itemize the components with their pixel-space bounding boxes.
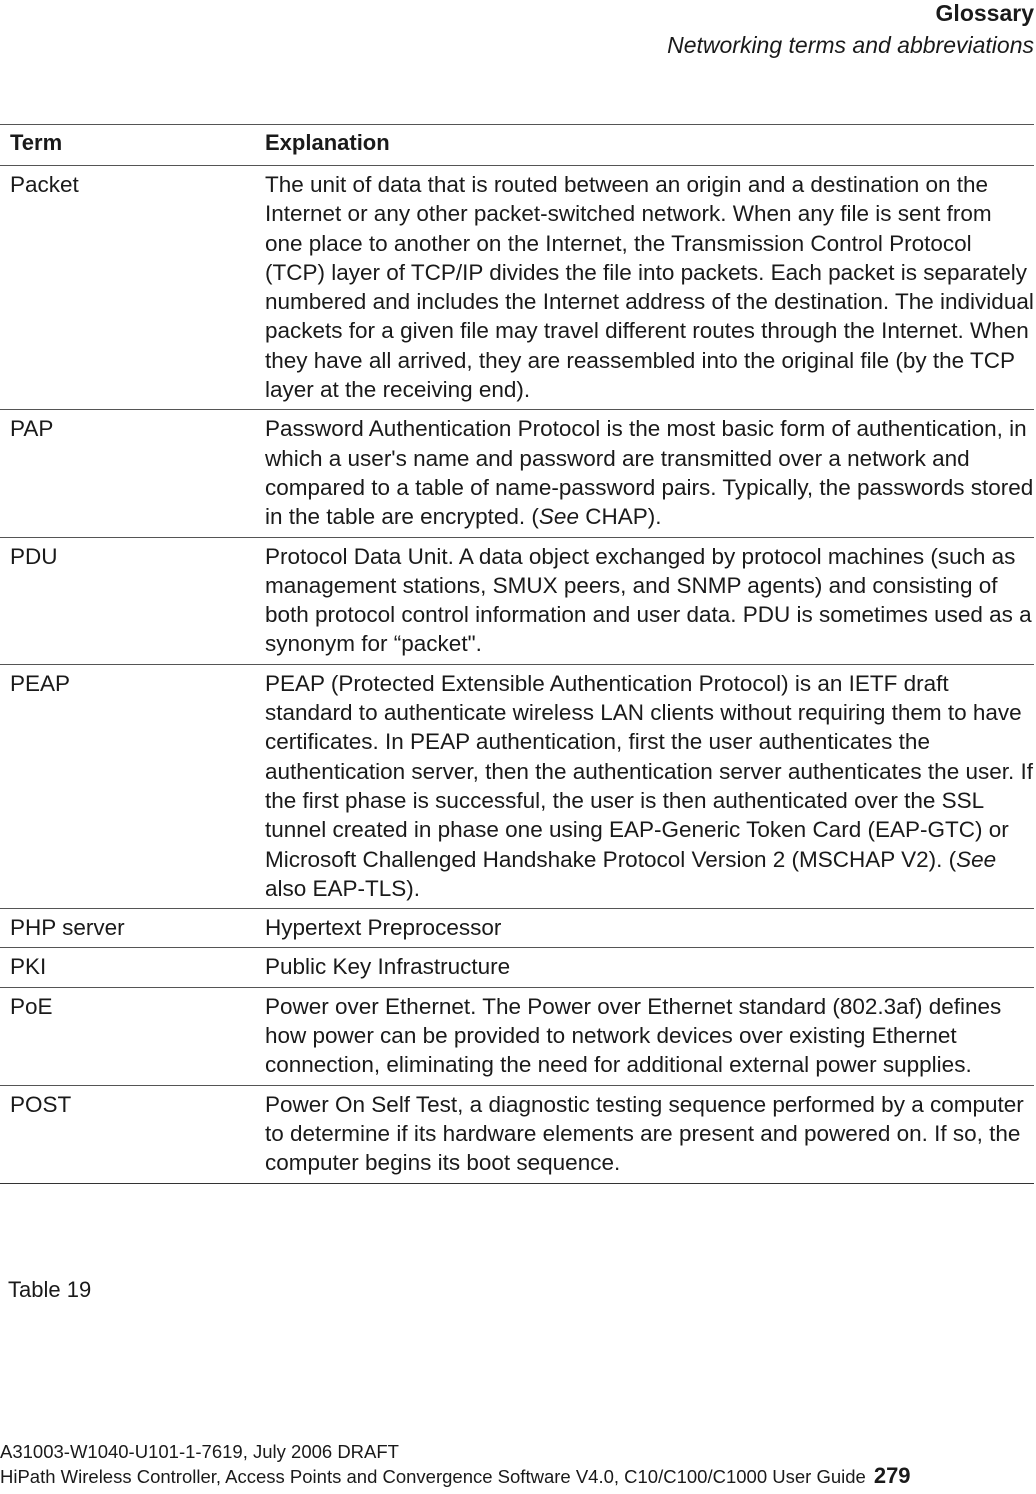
- explanation-cell: [265, 987, 1034, 1085]
- explanation-emphasis: See: [956, 846, 997, 872]
- column-header-explanation: Explanation: [265, 125, 1034, 166]
- explanation-cell: [265, 537, 1034, 664]
- term-cell: POST: [0, 1085, 265, 1183]
- footer-doc-id: A31003-W1040-U101-1-7619, July 2006 DRAFT: [0, 1441, 399, 1462]
- footer-product: HiPath Wireless Controller, Access Points and Convergence Software V4.0, C10/C100/C1000 User Guide: [0, 1466, 866, 1487]
- term-cell: PKI: [0, 948, 265, 987]
- explanation-text: Hypertext Preprocessor: [265, 915, 502, 941]
- explanation-cell: [265, 166, 1034, 410]
- table-row: [0, 1085, 1034, 1183]
- explanation-text: Protocol Data Unit. A data object exchanged by protocol machines (such as management stations, SMUX peers, and SNMP agents) and consisting of both protocol control information and user data. PDU is sometimes used as a synonym for “packet".: [265, 543, 1032, 657]
- table-header-row: [0, 125, 1034, 166]
- table-row: [0, 987, 1034, 1085]
- table-caption: Table 19: [8, 1277, 92, 1302]
- section-title: Glossary: [935, 0, 1034, 26]
- explanation-cell: [265, 664, 1034, 908]
- explanation-text: Password Authentication Protocol is the most basic form of authentication, in which a user's name and password are transmitted over a network and compared to a table of name-password pairs. Typically, the passwords stored in the table are encrypted. (: [265, 416, 1034, 530]
- term-cell: Packet: [0, 166, 265, 410]
- explanation-text-continued: CHAP).: [578, 504, 662, 530]
- table-row: [0, 948, 1034, 987]
- section-subtitle: Networking terms and abbreviations: [667, 32, 1034, 58]
- term-cell: PEAP: [0, 664, 265, 908]
- explanation-text: Public Key Infrastructure: [265, 954, 511, 980]
- page-header: [667, 0, 1034, 58]
- table-row: [0, 664, 1034, 908]
- explanation-cell: [265, 948, 1034, 987]
- explanation-emphasis: See: [538, 504, 579, 530]
- explanation-cell: [265, 410, 1034, 537]
- explanation-text-continued: also EAP-TLS).: [265, 875, 421, 901]
- term-cell: PoE: [0, 987, 265, 1085]
- table-row: [0, 410, 1034, 537]
- explanation-cell: [265, 1085, 1034, 1183]
- glossary-table-body: [0, 166, 1034, 1184]
- footer-product-line: [0, 1464, 1034, 1489]
- term-cell: PAP: [0, 410, 265, 537]
- explanation-text: Power On Self Test, a diagnostic testing sequence performed by a computer to determine if its hardware elements are present and powered on. If so, the computer begins its boot sequence.: [265, 1091, 1024, 1176]
- explanation-cell: [265, 909, 1034, 948]
- term-cell: PHP server: [0, 909, 265, 948]
- explanation-text: The unit of data that is routed between an origin and a destination on the Internet or any other packet-switched network. When any file is sent from one place to another on the Internet, the Transmission Control Protocol (TCP) layer of TCP/IP divides the file into packets. Each packet is separately numbered and includes the Internet address of the destination. The individual packets for a given file may travel different routes through the Internet. When they have all arrived, they are reassembled into the original file (by the TCP layer at the receiving end).: [265, 172, 1034, 403]
- explanation-text: PEAP (Protected Extensible Authentication Protocol) is an IETF draft standard to authenticate wireless LAN clients without requiring them to have certificates. In PEAP authentication, first the user authenticates the authentication server, then the authentication server authenticates the user. If the first phase is successful, the user is then authenticated over the SSL tunnel created in phase one using EAP-Generic Token Card (EAP-GTC) or Microsoft Challenged Handshake Protocol Version 2 (MSCHAP V2). (: [265, 670, 1033, 872]
- term-cell: PDU: [0, 537, 265, 664]
- table-row: [0, 537, 1034, 664]
- glossary-table: [0, 124, 1034, 1184]
- page-number: 279: [873, 1463, 911, 1488]
- explanation-text: Power over Ethernet. The Power over Ethernet standard (802.3af) defines how power can be provided to network devices over existing Ethernet connection, eliminating the need for additional external power supplies.: [265, 993, 1002, 1078]
- page-footer: [0, 1440, 1034, 1489]
- column-header-term: Term: [0, 125, 265, 166]
- table-row: [0, 166, 1034, 410]
- table-row: [0, 909, 1034, 948]
